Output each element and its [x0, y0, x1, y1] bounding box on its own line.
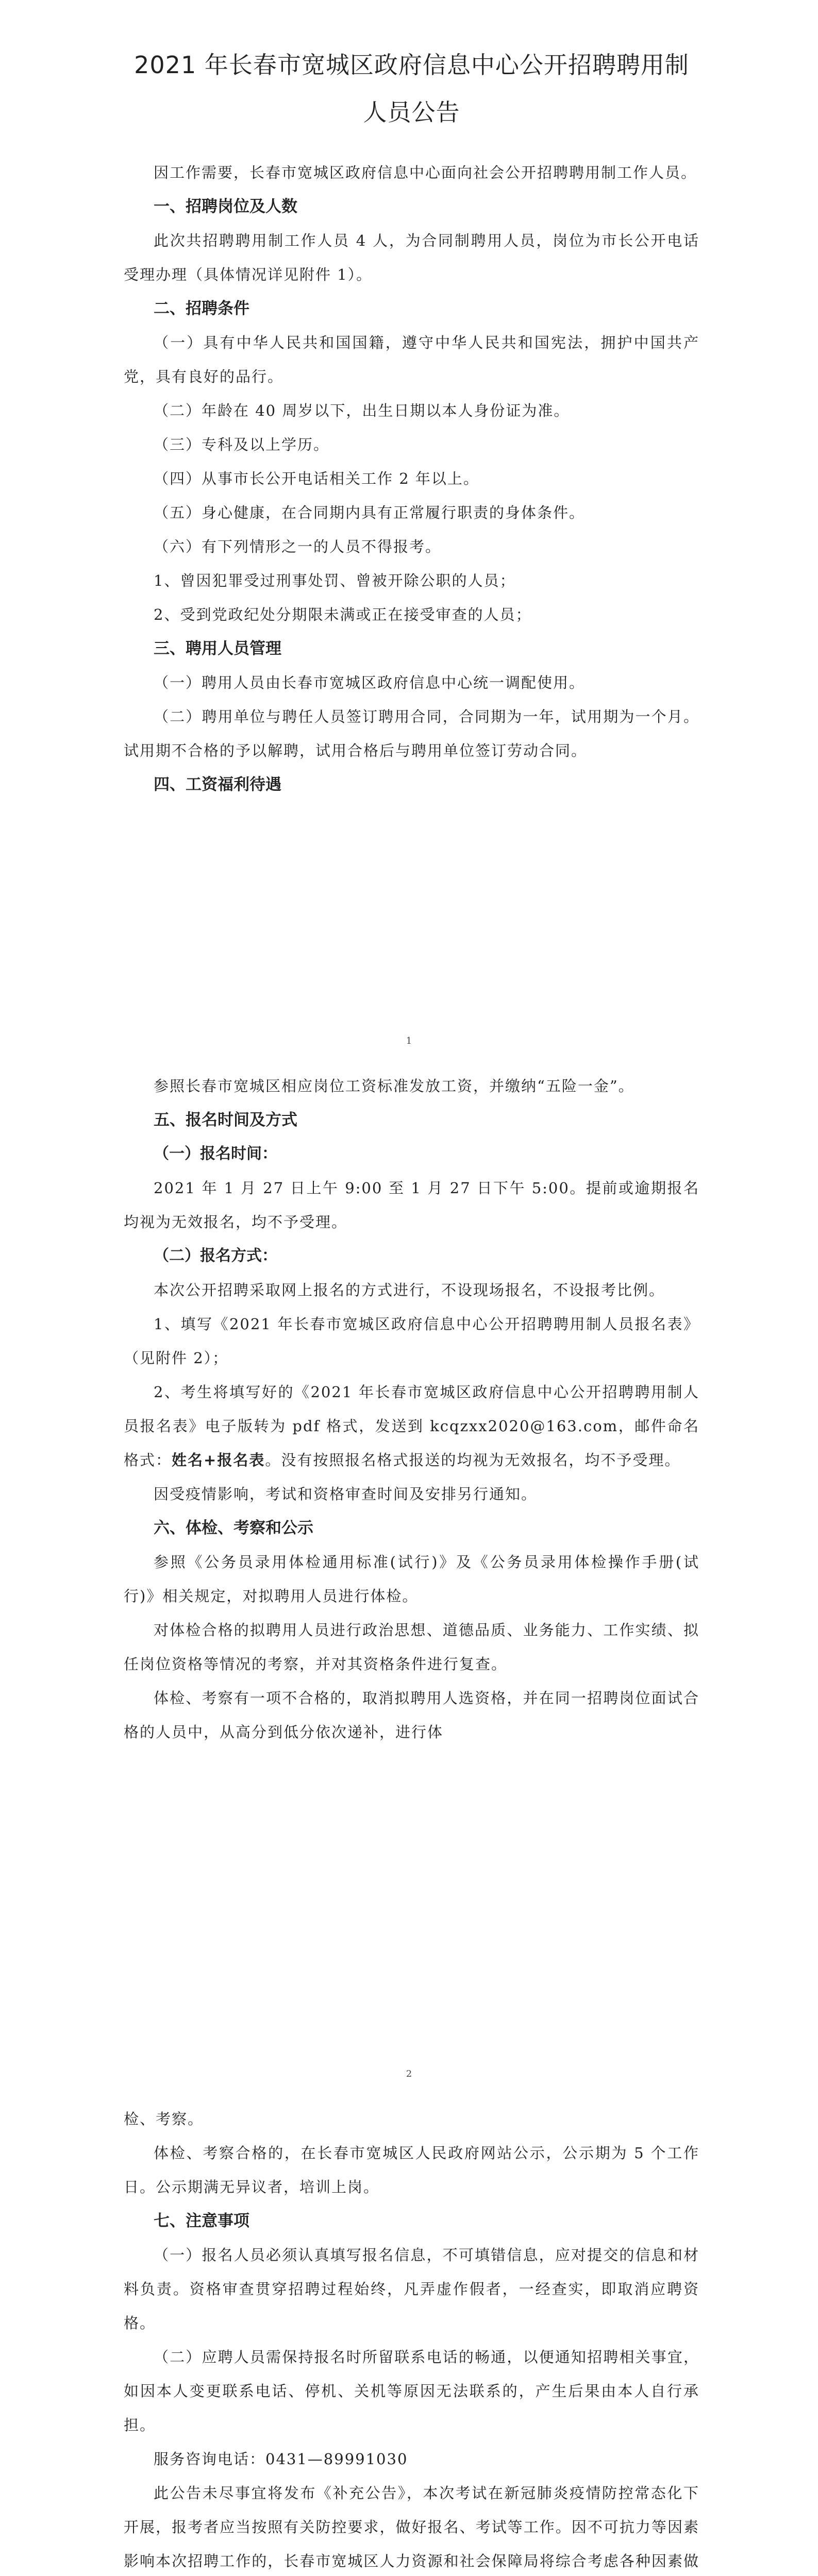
- signup-time-paragraph: 2021 年 1 月 27 日上午 9:00 至 1 月 27 日下午 5:00。提前或逾期报名均视为无效报名，均不予受理。: [124, 1179, 699, 1231]
- section-5-heading: 五、报名时间及方式: [154, 1111, 297, 1129]
- signup-email-paragraph: [124, 1375, 699, 1477]
- signup-email-tail: 。没有按照报名格式报送的均视为无效报名，均不予受理。: [265, 1451, 681, 1469]
- section-3-heading: 三、聘用人员管理: [154, 639, 281, 658]
- section-7-paragraph: 此公告未尽事宜将发布《补充公告》，本次考试在新冠肺炎疫情防控常态化下开展，报考者应当按照有关防控要求，做好报名、考试等工作。因不可抗力等因素影响本次招聘工作的，长春市宽城区人力资源和社会保障局将综合考虑各种因素做: [124, 2484, 699, 2570]
- section-6-paragraph: 对体检合格的拟聘用人员进行政治思想、道德品质、业务能力、工作实绩、拟任岗位资格等情况的考察，并对其资格条件进行复查。: [124, 1621, 699, 1673]
- section-6-paragraph: 参照《公务员录用体检通用标准(试行)》及《公务员录用体检操作手册(试行)》相关规定，对拟聘用人员进行体检。: [124, 1553, 699, 1605]
- section-3-paragraph: （二）聘用单位与聘任人员签订聘用合同，合同期为一年，试用期为一个月。试用期不合格的予以解聘，试用合格后与聘用单位签订劳动合同。: [124, 708, 699, 759]
- section-7-paragraph: （一）报名人员必须认真填写报名信息，不可填错信息，应对提交的信息和材料负责。资格审查贯穿招聘过程始终，凡弄虚作假者，一经查实，即取消应聘资格。: [124, 2246, 699, 2332]
- document-page-1: [0, 41, 818, 802]
- section-6-paragraph: 体检、考察合格的，在长春市宽城区人民政府网站公示，公示期为 5 个工作日。公示期满无异议者，培训上岗。: [124, 2144, 699, 2196]
- signup-email-text: 2、考生将填写好的《2021 年长春市宽城区政府信息中心公开招聘聘用制人员报名表》电子版转为 pdf 格式，发送到 kcqzxx2020@163.com，邮件命名格式：: [124, 1383, 699, 1469]
- page-number: 2: [406, 2069, 412, 2079]
- condition-item: 1、曾因犯罪受过刑事处罚、曾被开除公职的人员；: [154, 572, 516, 589]
- signup-method-paragraph: 因受疫情影响，考试和资格审查时间及安排另行通知。: [154, 1485, 538, 1503]
- condition-item: （二）年龄在 40 周岁以下，出生日期以本人身份证为准。: [154, 402, 570, 419]
- section-6-heading: 六、体检、考察和公示: [154, 1519, 313, 1537]
- condition-item: （四）从事市长公开电话相关工作 2 年以上。: [154, 470, 479, 487]
- signup-method-paragraph: 1、填写《2021 年长春市宽城区政府信息中心公开招聘聘用制人员报名表》（见附件 2）；: [124, 1315, 699, 1367]
- condition-item: （一）具有中华人民共和国国籍，遵守中华人民共和国宪法，拥护中国共产党，具有良好的品行。: [124, 334, 699, 385]
- section-7-heading: 七、注意事项: [154, 2212, 249, 2230]
- section-6-continuation: 检、考察。: [124, 2110, 204, 2128]
- intro-paragraph: 因工作需要，长春市宽城区政府信息中心面向社会公开招聘聘用制工作人员。: [154, 164, 697, 181]
- condition-item: （六）有下列情形之一的人员不得报考。: [154, 538, 442, 555]
- contact-phone: 服务咨询电话：0431—89991030: [154, 2450, 408, 2468]
- filename-format: 姓名+报名表: [172, 1451, 265, 1469]
- document-page-3: [0, 2102, 818, 2576]
- document-page-2: [0, 1069, 818, 1749]
- section-6-paragraph: 体检、考察有一项不合格的，取消拟聘用人选资格，并在同一招聘岗位面试合格的人员中，从高分到低分依次递补，进行体: [124, 1689, 699, 1741]
- signup-method-paragraph: 本次公开招聘采取网上报名的方式进行，不设现场报名，不设报考比例。: [154, 1281, 665, 1299]
- condition-item: 2、受到党政纪处分期限未满或正在接受审查的人员；: [154, 606, 532, 623]
- section-7-paragraph: （二）应聘人员需保持报名时所留联系电话的畅通，以便通知招聘相关事宜，如因本人变更联系电话、停机、关机等原因无法联系的，产生后果由本人自行承担。: [124, 2348, 699, 2434]
- section-4-paragraph: 参照长春市宽城区相应岗位工资标准发放工资，并缴纳“五险一金”。: [154, 1077, 635, 1095]
- section-3-paragraph: （一）聘用人员由长春市宽城区政府信息中心统一调配使用。: [154, 674, 586, 691]
- section-1-heading: 一、招聘岗位及人数: [154, 197, 297, 216]
- section-4-heading: 四、工资福利待遇: [154, 775, 281, 794]
- document-title: 2021 年长春市宽城区政府信息中心公开招聘聘用制人员公告: [134, 51, 689, 126]
- condition-item: （五）身心健康，在合同期内具有正常履行职责的身体条件。: [154, 504, 586, 521]
- page-number: 1: [406, 1036, 412, 1046]
- section-1-paragraph: 此次共招聘聘用制工作人员 4 人，为合同制聘用人员，岗位为市长公开电话受理办理（具体情况详见附件 1）。: [124, 232, 699, 283]
- signup-time-subheading: （一）报名时间：: [154, 1145, 277, 1163]
- signup-method-subheading: （二）报名方式：: [154, 1247, 277, 1265]
- condition-item: （三）专科及以上学历。: [154, 436, 330, 453]
- section-2-heading: 二、招聘条件: [154, 299, 249, 318]
